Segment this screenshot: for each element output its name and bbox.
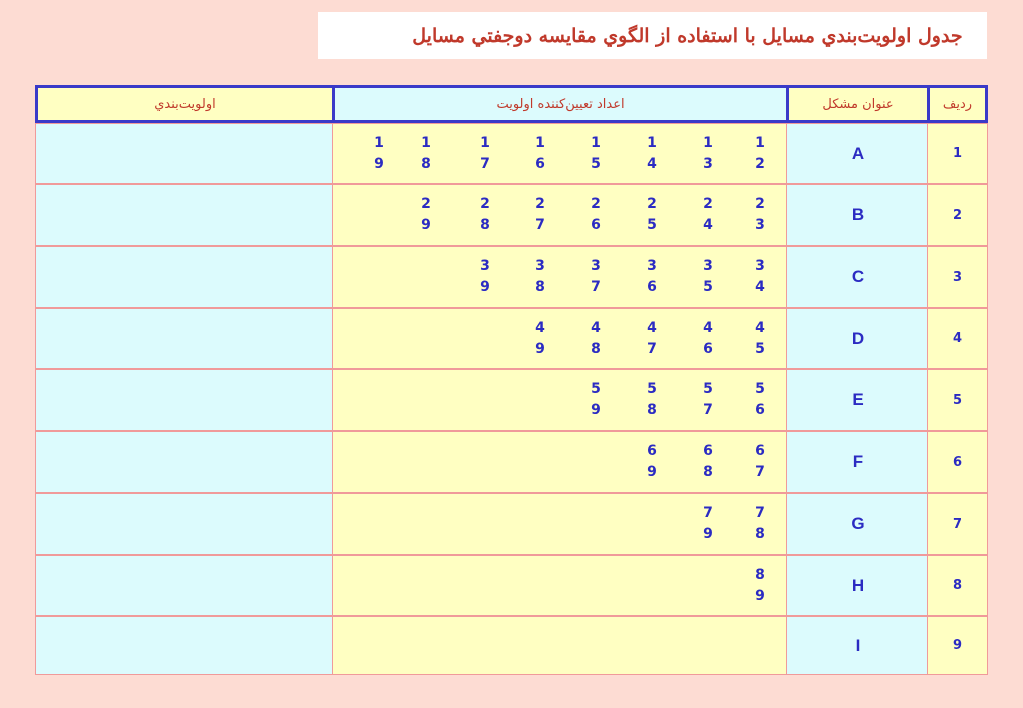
row-number: 6 [952,454,963,470]
pair-first-number: 6 [703,443,713,459]
pair-first-number: 2 [755,196,765,212]
pair-second-number: 6 [703,340,713,357]
comparison-pair [588,133,604,175]
pair-first-number: 3 [535,258,545,274]
pair-second-number: 9 [535,340,545,357]
priority-numbers-cell [332,123,789,184]
problem-letter: C [851,267,865,286]
comparison-pair [477,256,493,298]
pair-second-number: 7 [647,340,657,357]
header-row-number-label: رديف [942,96,973,112]
problem-title-cell [786,369,930,431]
title-box [318,12,987,59]
row-number-cell [927,184,988,246]
pair-second-number: 9 [591,402,601,418]
comparison-pair [700,503,716,545]
pair-second-number: 7 [755,464,765,480]
comparison-pair [418,194,434,236]
comparison-pair [700,256,716,298]
row-number: 9 [952,638,963,653]
pair-second-number: 6 [647,279,657,295]
pair-first-number: 1 [480,134,490,151]
row-number-cell [927,369,988,431]
pair-first-number: 4 [535,319,545,336]
comparison-pair [644,441,660,483]
comparison-pair [700,441,716,483]
pair-second-number: 7 [591,279,601,295]
pair-second-number: 5 [703,279,713,295]
pair-first-number: 2 [703,196,713,212]
problem-title-cell [786,308,930,369]
pair-second-number: 7 [535,217,545,233]
pair-first-number: 6 [755,443,765,459]
pair-first-number: 4 [755,319,765,336]
comparison-pair [532,318,548,360]
pair-first-number: 3 [480,258,490,274]
comparison-pair [752,441,768,483]
prioritization-cell[interactable] [35,555,335,616]
table-row [35,431,988,493]
priority-numbers-cell [332,431,789,493]
comparison-pair [752,194,768,236]
pair-second-number: 2 [755,155,765,172]
comparison-pair [700,379,716,421]
header-priority-numbers [332,85,789,123]
table-row [35,246,988,308]
row-number-cell [927,555,988,616]
pair-first-number: 1 [535,134,545,151]
table-row [35,184,988,246]
pair-first-number: 5 [647,381,657,397]
pair-first-number: 1 [703,134,713,151]
comparison-pair [752,379,768,421]
pair-first-number: 2 [591,196,601,212]
pair-second-number: 3 [755,217,765,233]
pair-first-number: 2 [421,196,431,212]
pair-first-number: 4 [647,319,657,336]
header-problem-title-label: عنوان مشكل [822,96,894,112]
comparison-pair [588,318,604,360]
priority-table [35,85,988,675]
pair-first-number: 1 [421,134,431,151]
row-number: 8 [952,578,963,593]
pair-first-number: 1 [755,134,765,151]
problem-letter: H [851,575,865,595]
comparison-pair [644,318,660,360]
priority-numbers-cell [332,184,789,246]
table-row [35,493,988,555]
row-number: 4 [952,331,963,346]
table-row [35,369,988,431]
pair-second-number: 8 [647,402,657,418]
pair-second-number: 6 [755,402,765,418]
problem-letter: I [855,635,861,655]
problem-letter: F [852,452,864,471]
priority-numbers-cell [332,246,789,308]
problem-title-cell [786,616,930,675]
comparison-pair [752,133,768,175]
pair-second-number: 5 [591,155,601,172]
row-number-cell [927,616,988,675]
pair-second-number: 9 [480,279,490,295]
pair-first-number: 4 [591,319,601,336]
pair-first-number: 1 [374,134,384,151]
pair-first-number: 3 [703,258,713,274]
priority-numbers-cell [332,493,789,555]
comparison-pair [588,194,604,236]
problem-letter: D [851,328,865,348]
pair-second-number: 5 [755,340,765,357]
pair-second-number: 8 [755,526,765,542]
pair-first-number: 5 [591,381,601,397]
row-number: 2 [952,207,963,223]
row-number-cell [927,431,988,493]
comparison-pair [532,256,548,298]
pair-first-number: 7 [755,505,765,521]
priority-numbers-cell [332,555,789,616]
pair-first-number: 5 [703,381,713,397]
row-number-cell [927,123,988,184]
problem-letter: A [851,143,865,163]
pair-first-number: 7 [703,505,713,521]
comparison-pair [700,194,716,236]
prioritization-cell[interactable] [35,369,335,431]
problem-title-cell [786,493,930,555]
comparison-pair [532,133,548,175]
comparison-pair [371,133,387,175]
row-number-cell [927,246,988,308]
header-prioritization-label: اولويت‌بندي [154,96,216,112]
priority-numbers-cell [332,308,789,369]
header-priority-numbers-label: اعداد تعيين‌كننده اولويت [496,96,625,112]
pair-first-number: 8 [755,566,765,583]
row-number-cell [927,308,988,369]
row-number: 7 [952,516,963,532]
pair-first-number: 3 [591,258,601,274]
pair-second-number: 8 [480,217,490,233]
prioritization-cell[interactable] [35,493,335,555]
pair-second-number: 4 [647,155,657,172]
comparison-pair [588,379,604,421]
prioritization-cell[interactable] [35,246,335,308]
pair-second-number: 8 [591,340,601,357]
table-row [35,616,988,675]
table-row [35,123,988,184]
comparison-pair [752,565,768,607]
comparison-pair [588,256,604,298]
pair-second-number: 9 [647,464,657,480]
table-row [35,555,988,616]
prioritization-cell[interactable] [35,184,335,246]
problem-title-cell [786,184,930,246]
header-problem-title [786,85,930,123]
comparison-pair [644,256,660,298]
pair-second-number: 9 [703,526,713,542]
row-number: 5 [952,392,963,408]
comparison-pair [700,133,716,175]
row-number-cell [927,493,988,555]
pair-second-number: 3 [703,155,713,172]
comparison-pair [752,256,768,298]
row-number: 3 [952,269,963,285]
prioritization-cell[interactable] [35,308,335,369]
pair-second-number: 6 [591,217,601,233]
prioritization-cell[interactable] [35,616,335,675]
pair-second-number: 9 [421,217,431,233]
page-title: جدول اولويت‌بندي مسايل با استفاده از الگوي مقايسه دوجفتي مسايل [412,24,963,47]
pair-first-number: 2 [647,196,657,212]
pair-second-number: 5 [647,217,657,233]
pair-first-number: 5 [755,381,765,397]
comparison-pair [644,379,660,421]
pair-first-number: 6 [647,443,657,459]
problem-letter: E [852,390,864,409]
pair-first-number: 3 [755,258,765,274]
problem-letter: B [851,205,865,224]
prioritization-cell[interactable] [35,123,335,184]
comparison-pair [644,133,660,175]
pair-first-number: 1 [591,134,601,151]
comparison-pair [752,503,768,545]
comparison-pair [752,318,768,360]
comparison-pair [477,133,493,175]
comparison-pair [477,194,493,236]
pair-second-number: 7 [703,402,713,418]
problem-title-cell [786,555,930,616]
pair-first-number: 4 [703,319,713,336]
pair-second-number: 9 [755,587,765,604]
comparison-pair [644,194,660,236]
comparison-pair [532,194,548,236]
pair-second-number: 6 [535,155,545,172]
table-row [35,308,988,369]
pair-second-number: 8 [421,155,431,172]
pair-first-number: 1 [647,134,657,151]
pair-second-number: 8 [535,279,545,295]
pair-second-number: 7 [480,155,490,172]
pair-first-number: 3 [647,258,657,274]
header-row-number [927,85,988,123]
priority-numbers-cell [332,369,789,431]
pair-first-number: 2 [535,196,545,212]
problem-title-cell [786,246,930,308]
problem-title-cell [786,123,930,184]
pair-second-number: 9 [374,155,384,172]
header-prioritization [35,85,335,123]
pair-second-number: 8 [703,464,713,480]
row-number: 1 [952,146,963,161]
pair-second-number: 4 [755,279,765,295]
priority-numbers-cell [332,616,789,675]
comparison-pair [418,133,434,175]
problem-letter: G [851,514,865,533]
pair-second-number: 4 [703,217,713,233]
comparison-pair [700,318,716,360]
problem-title-cell [786,431,930,493]
pair-first-number: 2 [480,196,490,212]
prioritization-cell[interactable] [35,431,335,493]
